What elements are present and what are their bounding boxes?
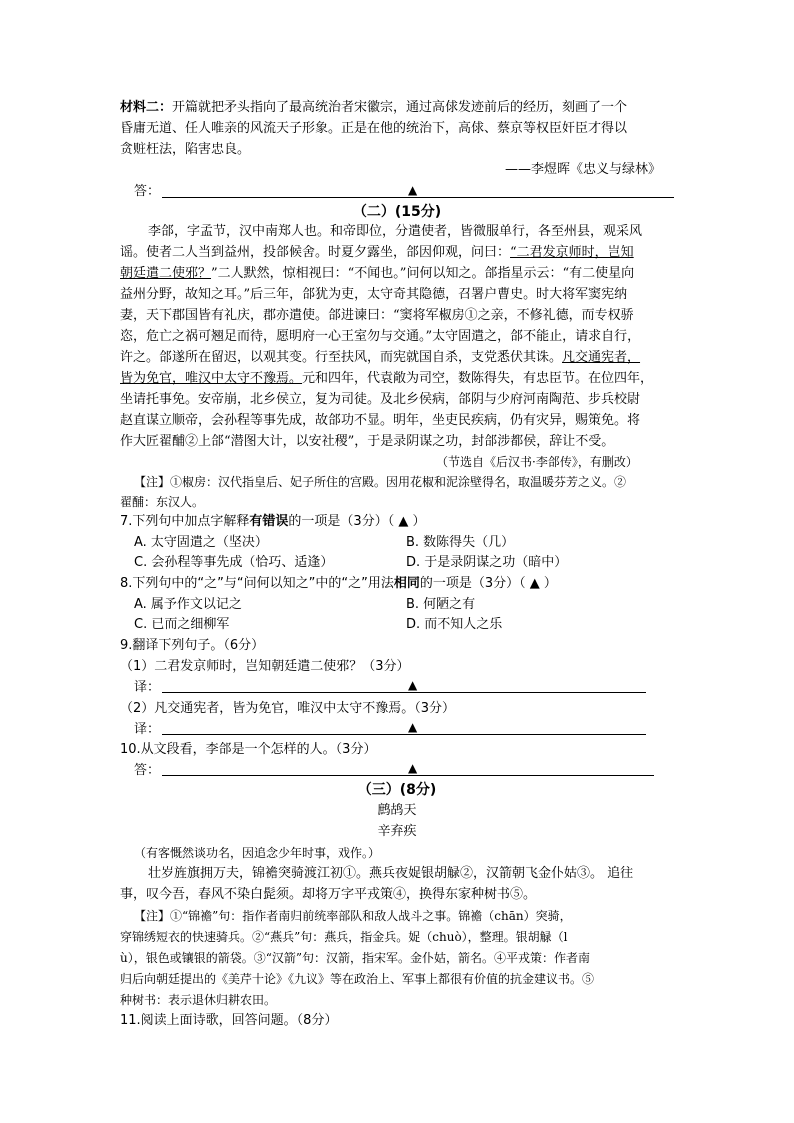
material2-label: 材料二： (120, 100, 173, 115)
material2-answer-label: 答： (134, 184, 161, 199)
passage-line1: 李郃，字孟节，汉中南郑人也。和帝即位，分遣使者，皆微服单行，各至州县，观采风 (148, 224, 643, 239)
passage-line3 (120, 264, 634, 284)
q8-text: 8.下列句中的“之”与“问何以知之”中的“之”用法 (120, 576, 394, 591)
q9-answer-line-1[interactable] (162, 692, 646, 693)
passage-text2: 谣。使者二人当到益州，投郃候舍。时夏夕露坐，郃因仰观，问曰： (120, 245, 511, 260)
q7-end: 的一项是（3分）（ ▲ ） (288, 514, 426, 529)
passage-underlined2b: 皆为免官，唯汉中太守不豫焉。 (120, 371, 303, 386)
poem-line1: 壮岁旌旗拥万夫，锦襜突骑渡江初①。燕兵夜娖银胡觮②，汉箭朝飞金仆姑③。 追往 (148, 866, 634, 881)
question-9: 9.翻译下列句子。（6分） (120, 638, 265, 653)
material2-text1: 开篇就把矛头指向了最高统治者宋徽宗，通过高俅发迹前后的经历，刻画了一个 (172, 100, 628, 115)
question-11: 11.阅读上面诗歌，回答问题。（8分） (120, 1013, 338, 1028)
q9-translate-label-1: 译： (134, 680, 161, 695)
q7-option-a[interactable]: A. 太守固遣之（坚决） (134, 535, 268, 550)
passage-line11: 作大匠翟酺②上郃“潜图大计，以安社稷”，于是录阴谋之功，封郃涉都侯，辞让不受。 (120, 434, 615, 449)
q8-option-a[interactable]: A. 属予作文以记之 (134, 597, 242, 612)
passage-line2 (120, 243, 634, 263)
passage-underlined2a: 凡交通宪者， (562, 350, 641, 365)
passage-line8 (120, 369, 653, 389)
passage-note1: 【注】①椒房：汉代指皇后、妃子所住的宫殿。因用花椒和泥涂壁得名，取温暖芬芳之义。② (134, 475, 627, 489)
answer-marker-2: ▲ (408, 678, 418, 692)
material2-line3: 贪赃枉法，陷害忠良。 (120, 142, 251, 157)
passage-line4: 益州分野，故知之耳。”后三年，郃犹为吏，太守奇其隐德，召署户曹史。时大将军窦宪纳 (120, 287, 628, 302)
passage-note2: 翟酺：东汉人。 (120, 495, 205, 509)
q9-item2: （2）凡交通宪者，皆为免官，唯汉中太守不豫焉。（3分） (120, 701, 456, 716)
passage-line10: 赵直谋立顺帝，会孙程等事先成，故郃功不显。明年，坐吏民疾病，仍有灾异，赐策免。将 (120, 413, 641, 428)
poem-note1: 【注】①“锦襜”句：指作者南归前统率部队和敌人战斗之事。锦襜（chān）突骑， (134, 909, 572, 923)
q8-emphasis: 相同 (393, 576, 420, 591)
poem-title: 鹧鸪天 (377, 803, 417, 818)
question-7 (120, 512, 425, 532)
q9-answer-line-2[interactable] (162, 734, 646, 735)
passage-underlined1b: 朝廷遣二使邪？ (120, 266, 212, 281)
passage-line6: 恣，危亡之祸可翘足而待，愿明府一心王室勿与交通。”太守固遣之，郃不能止，请求自行， (120, 329, 641, 344)
answer-marker-3: ▲ (408, 720, 418, 734)
passage-text7: 许之。郃遂所在留迟，以观其变。行至扶风，而宪就国自杀，支党悉伏其诛。 (120, 350, 563, 365)
passage-text3: ”二人默然，惊相视曰：“不闻也。”问何以知之。郃指星示云：“有二使星向 (211, 266, 635, 281)
poem-note3: ù），银色或镶银的箭袋。③“汉箭”句：汉箭，指宋军。金仆姑，箭名。④平戎策：作者南 (120, 951, 591, 965)
passage-line5: 妻，天下郡国皆有礼庆，郡亦遣使。郃进谏曰：“窦将军椒房①之亲，不修礼德，而专权骄 (120, 308, 634, 323)
section2-title: （二）(15分) (352, 204, 442, 220)
material2-citation: ——李煜晖《忠义与绿林》 (505, 162, 662, 177)
q8-end: 的一项是（3分）（ ▲ ） (419, 576, 557, 591)
q7-option-b[interactable]: B. 数陈得失（几） (406, 535, 515, 550)
poem-preface: （有客慨然谈功名，因追念少年时事，戏作。） (134, 846, 381, 860)
question-10: 10.从文段看，李郃是一个怎样的人。（3分） (120, 742, 377, 757)
section3-title: （三）(8分) (357, 782, 437, 798)
passage-underlined1a: “二君发京师时，岂知 (510, 245, 634, 260)
poem-note2: 穿锦绣短衣的快速骑兵。②“燕兵”句：燕兵，指金兵。娖（chuò），整理。银胡觮（l (120, 930, 568, 944)
answer-marker-1: ▲ (408, 183, 418, 197)
passage-source: （节选自《后汉书·李郃传》，有删改） (436, 455, 638, 469)
q10-answer-line[interactable] (162, 775, 654, 776)
material2-line2: 昏庸无道、任人唯亲的风流天子形象。正是在他的统治下，高俅、蔡京等权臣奸臣才得以 (120, 121, 628, 136)
q7-option-c[interactable]: C. 会孙程等事先成（恰巧、适逢） (134, 555, 334, 570)
q8-option-c[interactable]: C. 已而之细柳军 (134, 617, 230, 632)
answer-marker-4: ▲ (408, 761, 418, 775)
q10-answer-label: 答： (134, 763, 161, 778)
poem-author: 辛弃疾 (377, 824, 417, 839)
q7-text: 7.下列句中加点字解释 (120, 514, 250, 529)
q9-item1: （1）二君发京师时，岂知朝廷遣二使邪？（3分） (120, 659, 410, 674)
passage-line9: 坐请托事免。安帝崩，北乡侯立，复为司徒。及北乡侯病，郃阴与少府河南陶范、步兵校尉 (120, 392, 641, 407)
passage-text8: 元和四年，代袁敞为司空，数陈得失，有忠臣节。在位四年， (302, 371, 654, 386)
question-8 (120, 574, 557, 594)
q8-option-b[interactable]: B. 何陋之有 (406, 597, 476, 612)
q7-emphasis: 有错误 (249, 514, 289, 529)
material2-answer-line[interactable] (162, 197, 674, 198)
q8-option-d[interactable]: D. 而不知人之乐 (406, 617, 503, 632)
q9-translate-label-2: 译： (134, 722, 161, 737)
q7-option-d[interactable]: D. 于是录阴谋之功（暗中） (406, 555, 568, 570)
passage-line7 (120, 348, 640, 368)
poem-note5: 种树书：表示退休归耕农田。 (120, 993, 277, 1007)
poem-line2: 事，叹今吾，春风不染白髭须。却将万字平戎策④，换得东家种树书⑤。 (120, 887, 537, 902)
material2-line1 (120, 98, 627, 118)
poem-note4: 归后向朝廷提出的《美芹十论》《九议》等在政治上、军事上都很有价值的抗金建议书。⑤ (120, 972, 595, 986)
